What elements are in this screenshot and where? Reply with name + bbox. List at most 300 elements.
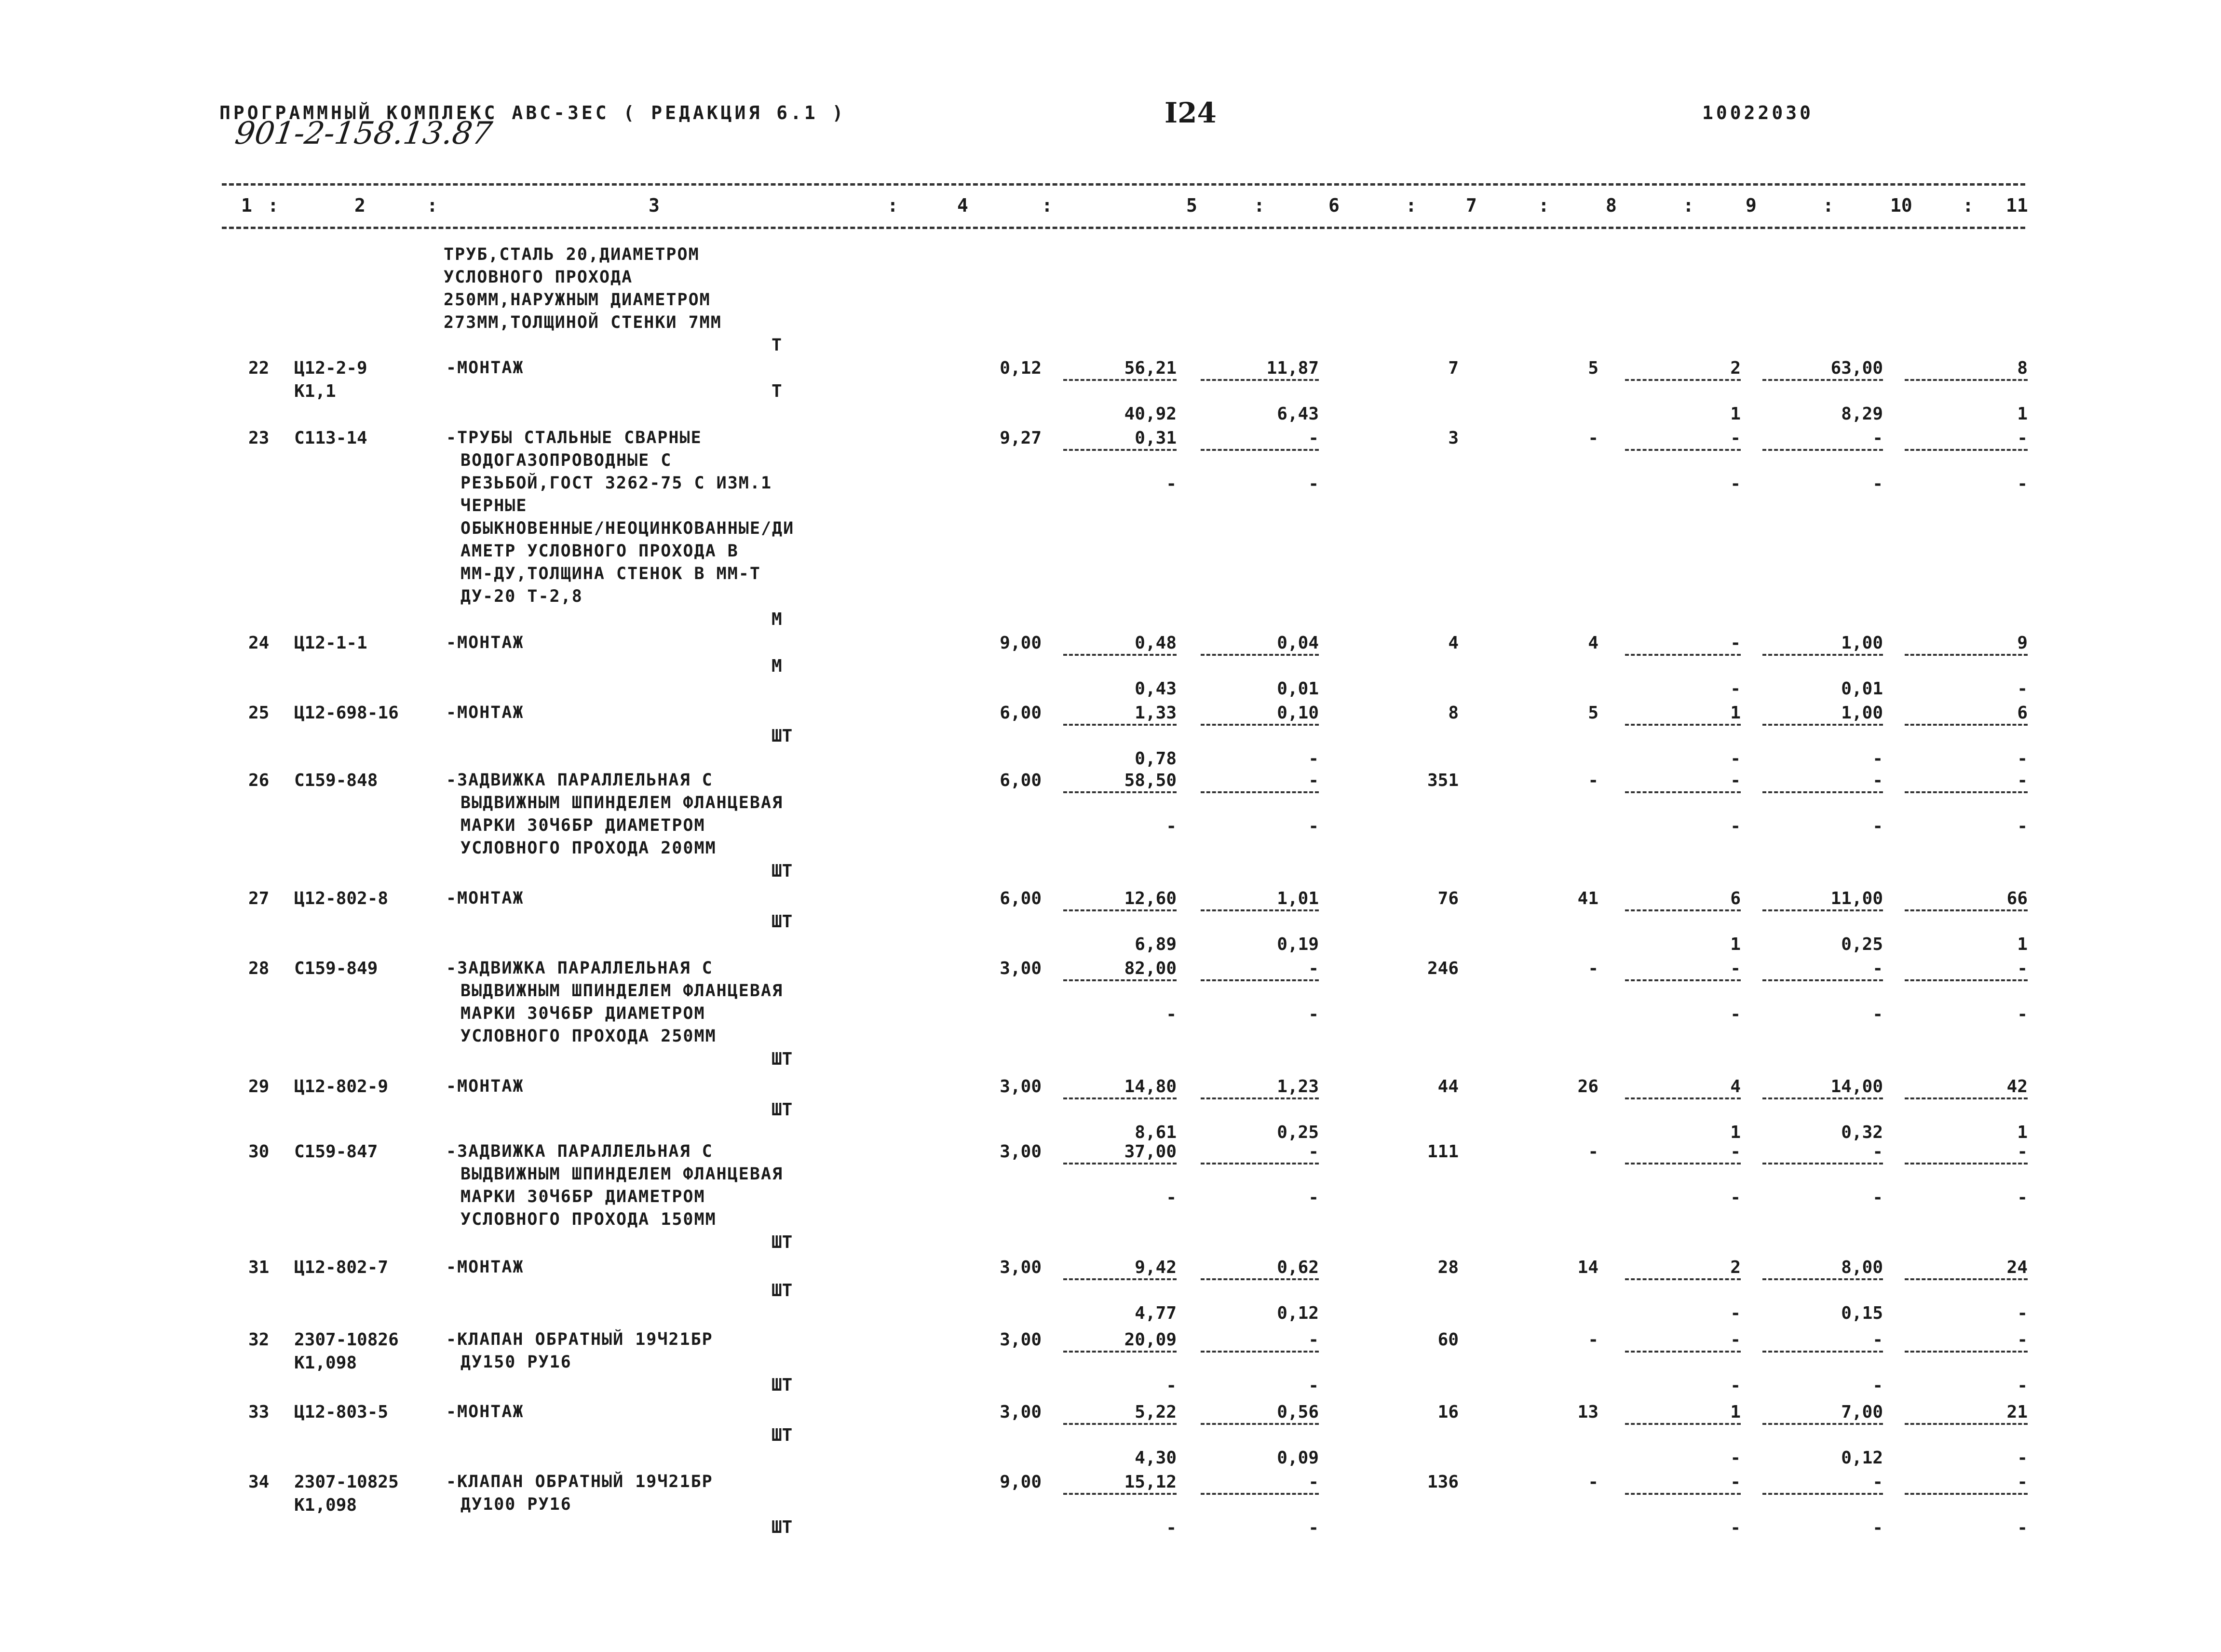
row-code: С159-847 bbox=[294, 1142, 378, 1162]
column-number: 1 bbox=[241, 195, 252, 216]
cell-c11: - bbox=[2017, 771, 2028, 790]
column-separator: : bbox=[1406, 195, 1417, 216]
column-number: 9 bbox=[1746, 195, 1757, 216]
divider bbox=[1201, 1351, 1319, 1353]
cell-c5: 15,12 bbox=[1124, 1472, 1177, 1492]
cell-c4: 3,00 bbox=[1000, 959, 1042, 978]
row-unit: ШТ bbox=[772, 726, 793, 746]
sub-cell-6: 6,43 bbox=[1277, 404, 1319, 424]
row-description-line: -МОНТАЖ bbox=[446, 889, 524, 908]
sub-cell-5: - bbox=[1166, 816, 1177, 836]
cell-c6: 0,10 bbox=[1277, 703, 1319, 723]
cell-c8: 26 bbox=[1577, 1077, 1598, 1097]
divider bbox=[1905, 1423, 2028, 1425]
cell-c4: 9,00 bbox=[1000, 633, 1042, 653]
divider bbox=[1762, 654, 1883, 656]
divider bbox=[1063, 379, 1177, 381]
cell-c6: - bbox=[1308, 1472, 1319, 1492]
divider bbox=[1625, 1163, 1741, 1165]
divider bbox=[1063, 724, 1177, 726]
cell-c8: - bbox=[1588, 1472, 1598, 1492]
sub-cell-11: - bbox=[2017, 1376, 2028, 1395]
sub-cell-10: 8,29 bbox=[1841, 404, 1883, 424]
column-separator: : bbox=[1042, 195, 1053, 216]
cell-c11: 21 bbox=[2006, 1402, 2028, 1422]
row-number: 28 bbox=[248, 959, 270, 978]
cell-c10: - bbox=[1872, 771, 1883, 790]
row-number: 22 bbox=[248, 358, 270, 378]
intro-line: ТРУБ,СТАЛЬ 20,ДИАМЕТРОМ bbox=[444, 245, 700, 264]
divider bbox=[1201, 1423, 1319, 1425]
cell-c11: 8 bbox=[2017, 358, 2028, 378]
cell-c11: - bbox=[2017, 1330, 2028, 1350]
cell-c8: 4 bbox=[1588, 633, 1598, 653]
divider bbox=[1625, 1493, 1741, 1495]
cell-c9: - bbox=[1730, 1472, 1741, 1492]
row-description-line: -ЗАДВИЖКА ПАРАЛЛЕЛЬНАЯ С bbox=[446, 1142, 713, 1161]
divider bbox=[1201, 654, 1319, 656]
row-number: 23 bbox=[248, 428, 270, 448]
divider bbox=[1625, 1097, 1741, 1099]
row-description-line: ДУ150 РУ16 bbox=[460, 1353, 572, 1372]
cell-c6: 0,62 bbox=[1277, 1258, 1319, 1277]
row-code: Ц12-698-16 bbox=[294, 703, 399, 723]
divider bbox=[1762, 979, 1883, 981]
sub-cell-6: 0,01 bbox=[1277, 679, 1319, 699]
cell-c7: 111 bbox=[1427, 1142, 1459, 1162]
sub-cell-5: - bbox=[1166, 1518, 1177, 1538]
row-description-line: УСЛОВНОГО ПРОХОДА 150ММ bbox=[460, 1210, 717, 1229]
row-unit: ШТ bbox=[772, 1425, 793, 1445]
divider bbox=[1625, 1278, 1741, 1280]
cell-c4: 6,00 bbox=[1000, 889, 1042, 908]
divider bbox=[1762, 1278, 1883, 1280]
row-code-coef: К1,098 bbox=[294, 1353, 357, 1373]
cell-c8: - bbox=[1588, 428, 1598, 448]
row-code: Ц12-1-1 bbox=[294, 633, 367, 653]
row-code-coef: К1,098 bbox=[294, 1495, 357, 1515]
cell-c6: - bbox=[1308, 428, 1319, 448]
sub-cell-9: - bbox=[1730, 1188, 1741, 1207]
cell-c4: 9,27 bbox=[1000, 428, 1042, 448]
cell-c5: 58,50 bbox=[1124, 771, 1177, 790]
sub-cell-6: - bbox=[1308, 474, 1319, 494]
cell-c10: 11,00 bbox=[1830, 889, 1883, 908]
cell-c5: 0,48 bbox=[1135, 633, 1177, 653]
sub-cell-9: - bbox=[1730, 1518, 1741, 1538]
column-number: 11 bbox=[2006, 195, 2028, 216]
divider bbox=[1905, 1163, 2028, 1165]
row-description-line: ВЫДВИЖНЫМ ШПИНДЕЛЕМ ФЛАНЦЕВАЯ bbox=[460, 981, 784, 1001]
divider bbox=[1625, 1351, 1741, 1353]
row-number: 27 bbox=[248, 889, 270, 908]
sub-cell-5: 4,77 bbox=[1135, 1303, 1177, 1323]
cell-c11: 9 bbox=[2017, 633, 2028, 653]
sub-cell-9: - bbox=[1730, 1303, 1741, 1323]
cell-c11: - bbox=[2017, 1472, 2028, 1492]
sub-cell-11: - bbox=[2017, 816, 2028, 836]
divider bbox=[1063, 1163, 1177, 1165]
intro-line: УСЛОВНОГО ПРОХОДА bbox=[444, 268, 633, 287]
sub-cell-11: 1 bbox=[2017, 934, 2028, 954]
column-number: 10 bbox=[1890, 195, 1912, 216]
cell-c7: 136 bbox=[1427, 1472, 1459, 1492]
row-description-line: МАРКИ 30Ч6БР ДИАМЕТРОМ bbox=[460, 816, 705, 835]
cell-c10: - bbox=[1872, 428, 1883, 448]
intro-line: Т bbox=[772, 336, 783, 355]
row-unit: М bbox=[772, 656, 782, 676]
sub-cell-6: 0,09 bbox=[1277, 1448, 1319, 1468]
sub-cell-10: 0,01 bbox=[1841, 679, 1883, 699]
row-description-line: -МОНТАЖ bbox=[446, 1077, 524, 1096]
row-number: 34 bbox=[248, 1472, 270, 1492]
divider bbox=[1905, 909, 2028, 911]
divider bbox=[1063, 654, 1177, 656]
cell-c7: 4 bbox=[1448, 633, 1459, 653]
cell-c5: 20,09 bbox=[1124, 1330, 1177, 1350]
sub-cell-5: - bbox=[1166, 1004, 1177, 1024]
cell-c5: 9,42 bbox=[1135, 1258, 1177, 1277]
cell-c9: 2 bbox=[1730, 358, 1741, 378]
cell-c6: 0,56 bbox=[1277, 1402, 1319, 1422]
row-code: Ц12-802-8 bbox=[294, 889, 389, 908]
divider bbox=[1201, 979, 1319, 981]
divider bbox=[1625, 379, 1741, 381]
cell-c10: 7,00 bbox=[1841, 1402, 1883, 1422]
cell-c11: 6 bbox=[2017, 703, 2028, 723]
sub-cell-10: 0,25 bbox=[1841, 934, 1883, 954]
cell-c8: - bbox=[1588, 1142, 1598, 1162]
sub-cell-11: - bbox=[2017, 1004, 2028, 1024]
divider bbox=[1063, 1351, 1177, 1353]
sub-cell-6: - bbox=[1308, 816, 1319, 836]
sub-cell-6: - bbox=[1308, 1004, 1319, 1024]
sub-cell-10: 0,32 bbox=[1841, 1123, 1883, 1142]
divider bbox=[1625, 654, 1741, 656]
row-description-line: -МОНТАЖ bbox=[446, 1258, 524, 1277]
cell-c11: 66 bbox=[2006, 889, 2028, 908]
divider bbox=[1063, 1423, 1177, 1425]
column-separator: : bbox=[268, 195, 279, 216]
cell-c6: - bbox=[1308, 771, 1319, 790]
row-unit: ШТ bbox=[772, 1375, 793, 1395]
divider bbox=[1762, 909, 1883, 911]
cell-c11: - bbox=[2017, 959, 2028, 978]
row-description-line: МАРКИ 30Ч6БР ДИАМЕТРОМ bbox=[460, 1187, 705, 1206]
row-number: 31 bbox=[248, 1258, 270, 1277]
row-unit: ШТ bbox=[772, 1232, 793, 1252]
row-code-coef: К1,1 bbox=[294, 381, 336, 401]
sub-cell-11: - bbox=[2017, 1518, 2028, 1538]
cell-c7: 7 bbox=[1448, 358, 1459, 378]
cell-c8: 14 bbox=[1577, 1258, 1598, 1277]
sub-cell-11: - bbox=[2017, 679, 2028, 699]
divider bbox=[1625, 979, 1741, 981]
cell-c5: 82,00 bbox=[1124, 959, 1177, 978]
cell-c7: 8 bbox=[1448, 703, 1459, 723]
row-description-line: ВОДОГАЗОПРОВОДНЫЕ С bbox=[460, 451, 672, 470]
sub-cell-11: - bbox=[2017, 1188, 2028, 1207]
row-description-line: МАРКИ 30Ч6БР ДИАМЕТРОМ bbox=[460, 1004, 705, 1023]
divider bbox=[1625, 449, 1741, 451]
row-description-line: УСЛОВНОГО ПРОХОДА 250ММ bbox=[460, 1027, 717, 1046]
cell-c9: - bbox=[1730, 1330, 1741, 1350]
sub-cell-6: - bbox=[1308, 749, 1319, 769]
cell-c5: 37,00 bbox=[1124, 1142, 1177, 1162]
cell-c4: 3,00 bbox=[1000, 1402, 1042, 1422]
sub-cell-10: - bbox=[1872, 1518, 1883, 1538]
row-description-line: АМЕТР УСЛОВНОГО ПРОХОДА В bbox=[460, 542, 739, 561]
cell-c8: - bbox=[1588, 959, 1598, 978]
row-description-line: РЕЗЬБОЙ,ГОСТ 3262-75 С ИЗМ.1 bbox=[460, 474, 772, 493]
sub-cell-9: - bbox=[1730, 749, 1741, 769]
column-separator: : bbox=[1254, 195, 1265, 216]
row-description-line: -ЗАДВИЖКА ПАРАЛЛЕЛЬНАЯ С bbox=[446, 959, 713, 978]
row-code: Ц12-803-5 bbox=[294, 1402, 389, 1422]
sub-cell-9: - bbox=[1730, 1004, 1741, 1024]
cell-c4: 3,00 bbox=[1000, 1142, 1042, 1162]
row-code: С159-849 bbox=[294, 959, 378, 978]
intro-line: 250ММ,НАРУЖНЫМ ДИАМЕТРОМ bbox=[444, 290, 711, 310]
sub-cell-10: - bbox=[1872, 1188, 1883, 1207]
sub-cell-6: - bbox=[1308, 1518, 1319, 1538]
divider bbox=[1201, 724, 1319, 726]
row-unit: ШТ bbox=[772, 1517, 793, 1537]
sub-cell-9: 1 bbox=[1730, 1123, 1741, 1142]
row-code: 2307-10826 bbox=[294, 1330, 399, 1350]
cell-c6: - bbox=[1308, 959, 1319, 978]
sub-cell-6: - bbox=[1308, 1188, 1319, 1207]
cell-c6: - bbox=[1308, 1142, 1319, 1162]
row-unit: ШТ bbox=[772, 1100, 793, 1120]
sub-cell-10: 0,15 bbox=[1841, 1303, 1883, 1323]
divider bbox=[1201, 1278, 1319, 1280]
cell-c7: 76 bbox=[1437, 889, 1459, 908]
sub-cell-10: - bbox=[1872, 474, 1883, 494]
column-number: 6 bbox=[1328, 195, 1340, 216]
sub-cell-10: - bbox=[1872, 1004, 1883, 1024]
sub-cell-5: 8,61 bbox=[1135, 1123, 1177, 1142]
cell-c8: 41 bbox=[1577, 889, 1598, 908]
sub-cell-9: 1 bbox=[1730, 404, 1741, 424]
cell-c7: 16 bbox=[1437, 1402, 1459, 1422]
sub-cell-9: - bbox=[1730, 474, 1741, 494]
row-unit: М bbox=[772, 609, 782, 629]
column-separator: : bbox=[887, 195, 898, 216]
divider bbox=[1201, 909, 1319, 911]
cell-c9: - bbox=[1730, 1142, 1741, 1162]
column-number: 8 bbox=[1606, 195, 1617, 216]
column-separator: : bbox=[1538, 195, 1549, 216]
sub-cell-6: 0,12 bbox=[1277, 1303, 1319, 1323]
sub-cell-6: 0,19 bbox=[1277, 934, 1319, 954]
column-number: 5 bbox=[1186, 195, 1197, 216]
cell-c9: 6 bbox=[1730, 889, 1741, 908]
cell-c7: 3 bbox=[1448, 428, 1459, 448]
row-description-line: -МОНТАЖ bbox=[446, 633, 524, 652]
sub-cell-9: 1 bbox=[1730, 934, 1741, 954]
cell-c5: 56,21 bbox=[1124, 358, 1177, 378]
sub-cell-5: - bbox=[1166, 1188, 1177, 1207]
column-number: 7 bbox=[1466, 195, 1477, 216]
cell-c7: 28 bbox=[1437, 1258, 1459, 1277]
column-separator: : bbox=[1683, 195, 1694, 216]
row-description-line: ВЫДВИЖНЫМ ШПИНДЕЛЕМ ФЛАНЦЕВАЯ bbox=[460, 793, 784, 812]
divider bbox=[1762, 379, 1883, 381]
sub-cell-10: 0,12 bbox=[1841, 1448, 1883, 1468]
divider bbox=[1762, 1351, 1883, 1353]
divider bbox=[1201, 791, 1319, 793]
cell-c10: 63,00 bbox=[1830, 358, 1883, 378]
row-description-line: -ТРУБЫ СТАЛЬНЫЕ СВАРНЫЕ bbox=[446, 428, 702, 447]
cell-c10: 1,00 bbox=[1841, 633, 1883, 653]
divider bbox=[1201, 1163, 1319, 1165]
cell-c10: 14,00 bbox=[1830, 1077, 1883, 1097]
sub-cell-5: 6,89 bbox=[1135, 934, 1177, 954]
divider bbox=[1625, 1423, 1741, 1425]
row-unit: ШТ bbox=[772, 912, 793, 932]
cell-c9: - bbox=[1730, 633, 1741, 653]
row-description-line: -ЗАДВИЖКА ПАРАЛЛЕЛЬНАЯ С bbox=[446, 771, 713, 790]
cell-c5: 5,22 bbox=[1135, 1402, 1177, 1422]
sub-cell-5: - bbox=[1166, 474, 1177, 494]
divider bbox=[1625, 724, 1741, 726]
row-code: Ц12-2-9 bbox=[294, 358, 367, 378]
cell-c8: - bbox=[1588, 1330, 1598, 1350]
cell-c5: 12,60 bbox=[1124, 889, 1177, 908]
row-description-line: ОБЫКНОВЕННЫЕ/НЕОЦИНКОВАННЫЕ/ДИ bbox=[460, 519, 795, 538]
divider bbox=[1201, 449, 1319, 451]
cell-c4: 0,12 bbox=[1000, 358, 1042, 378]
row-description-line: УСЛОВНОГО ПРОХОДА 200ММ bbox=[460, 839, 717, 858]
sub-cell-10: - bbox=[1872, 816, 1883, 836]
divider bbox=[1905, 724, 2028, 726]
divider bbox=[1762, 1493, 1883, 1495]
divider bbox=[1063, 1493, 1177, 1495]
cell-c10: 8,00 bbox=[1841, 1258, 1883, 1277]
row-description-line: -МОНТАЖ bbox=[446, 358, 524, 378]
cell-c8: - bbox=[1588, 771, 1598, 790]
cell-c6: 0,04 bbox=[1277, 633, 1319, 653]
cell-c4: 3,00 bbox=[1000, 1077, 1042, 1097]
row-description-line: -МОНТАЖ bbox=[446, 1402, 524, 1422]
cell-c10: 1,00 bbox=[1841, 703, 1883, 723]
cell-c10: - bbox=[1872, 1142, 1883, 1162]
divider bbox=[1905, 1493, 2028, 1495]
cell-c7: 60 bbox=[1437, 1330, 1459, 1350]
row-description-line: ЧЕРНЫЕ bbox=[460, 496, 528, 515]
handwritten-doc-number: 901-2-158.13.87 bbox=[232, 116, 495, 151]
cell-c6: 11,87 bbox=[1266, 358, 1319, 378]
cell-c11: 42 bbox=[2006, 1077, 2028, 1097]
divider bbox=[1063, 1278, 1177, 1280]
cell-c9: - bbox=[1730, 428, 1741, 448]
row-description-line: ММ-ДУ,ТОЛЩИНА СТЕНОК В ММ-Т bbox=[460, 564, 761, 583]
divider bbox=[1201, 1493, 1319, 1495]
divider bbox=[1905, 379, 2028, 381]
cell-c8: 5 bbox=[1588, 358, 1598, 378]
cell-c11: - bbox=[2017, 428, 2028, 448]
cell-c9: 1 bbox=[1730, 1402, 1741, 1422]
divider bbox=[1625, 791, 1741, 793]
divider bbox=[1905, 1097, 2028, 1099]
divider bbox=[1762, 724, 1883, 726]
row-number: 33 bbox=[248, 1402, 270, 1422]
row-description-line: ДУ-20 Т-2,8 bbox=[460, 587, 583, 606]
cell-c4: 3,00 bbox=[1000, 1330, 1042, 1350]
sub-cell-11: 1 bbox=[2017, 404, 2028, 424]
sub-cell-10: - bbox=[1872, 749, 1883, 769]
cell-c9: - bbox=[1730, 771, 1741, 790]
cell-c9: 2 bbox=[1730, 1258, 1741, 1277]
cell-c10: - bbox=[1872, 1330, 1883, 1350]
cell-c4: 3,00 bbox=[1000, 1258, 1042, 1277]
row-number: 30 bbox=[248, 1142, 270, 1162]
sub-cell-9: - bbox=[1730, 1376, 1741, 1395]
cell-c6: 1,23 bbox=[1277, 1077, 1319, 1097]
divider bbox=[1063, 449, 1177, 451]
sub-cell-9: - bbox=[1730, 1448, 1741, 1468]
cell-c11: - bbox=[2017, 1142, 2028, 1162]
divider bbox=[1762, 791, 1883, 793]
sub-cell-9: - bbox=[1730, 816, 1741, 836]
row-code: Ц12-802-9 bbox=[294, 1077, 389, 1097]
column-number: 3 bbox=[649, 195, 660, 216]
divider bbox=[1905, 1351, 2028, 1353]
cell-c4: 6,00 bbox=[1000, 703, 1042, 723]
sub-cell-11: - bbox=[2017, 749, 2028, 769]
row-code: Ц12-802-7 bbox=[294, 1258, 389, 1277]
program-header: ПРОГРАММНЫЙ КОМПЛЕКС АВС-ЗЕС ( РЕДАКЦИЯ 6.1 ) bbox=[219, 102, 846, 123]
cell-c6: 1,01 bbox=[1277, 889, 1319, 908]
sub-cell-11: 1 bbox=[2017, 1123, 2028, 1142]
row-number: 24 bbox=[248, 633, 270, 653]
divider bbox=[1762, 449, 1883, 451]
sub-cell-6: - bbox=[1308, 1376, 1319, 1395]
divider bbox=[1905, 979, 2028, 981]
row-description-line: ДУ100 РУ16 bbox=[460, 1495, 572, 1514]
divider bbox=[1063, 791, 1177, 793]
divider bbox=[1905, 654, 2028, 656]
cell-c5: 1,33 bbox=[1135, 703, 1177, 723]
divider bbox=[1905, 791, 2028, 793]
divider bbox=[1905, 1278, 2028, 1280]
column-separator: : bbox=[1823, 195, 1834, 216]
column-separator: : bbox=[1963, 195, 1974, 216]
cell-c7: 246 bbox=[1427, 959, 1459, 978]
divider bbox=[1762, 1163, 1883, 1165]
column-separator: : bbox=[427, 195, 438, 216]
row-unit: ШТ bbox=[772, 861, 793, 881]
cell-c10: - bbox=[1872, 959, 1883, 978]
row-unit: ШТ bbox=[772, 1049, 793, 1069]
cell-c5: 14,80 bbox=[1124, 1077, 1177, 1097]
divider bbox=[1905, 449, 2028, 451]
column-number: 4 bbox=[957, 195, 968, 216]
cell-c7: 44 bbox=[1437, 1077, 1459, 1097]
row-number: 25 bbox=[248, 703, 270, 723]
row-number: 32 bbox=[248, 1330, 270, 1350]
divider bbox=[1762, 1097, 1883, 1099]
sub-cell-11: - bbox=[2017, 474, 2028, 494]
divider bbox=[1201, 1097, 1319, 1099]
cell-c9: - bbox=[1730, 959, 1741, 978]
divider bbox=[1063, 979, 1177, 981]
sub-cell-9: - bbox=[1730, 679, 1741, 699]
row-description-line: ВЫДВИЖНЫМ ШПИНДЕЛЕМ ФЛАНЦЕВАЯ bbox=[460, 1165, 784, 1184]
sub-cell-5: 0,43 bbox=[1135, 679, 1177, 699]
sub-cell-5: 4,30 bbox=[1135, 1448, 1177, 1468]
